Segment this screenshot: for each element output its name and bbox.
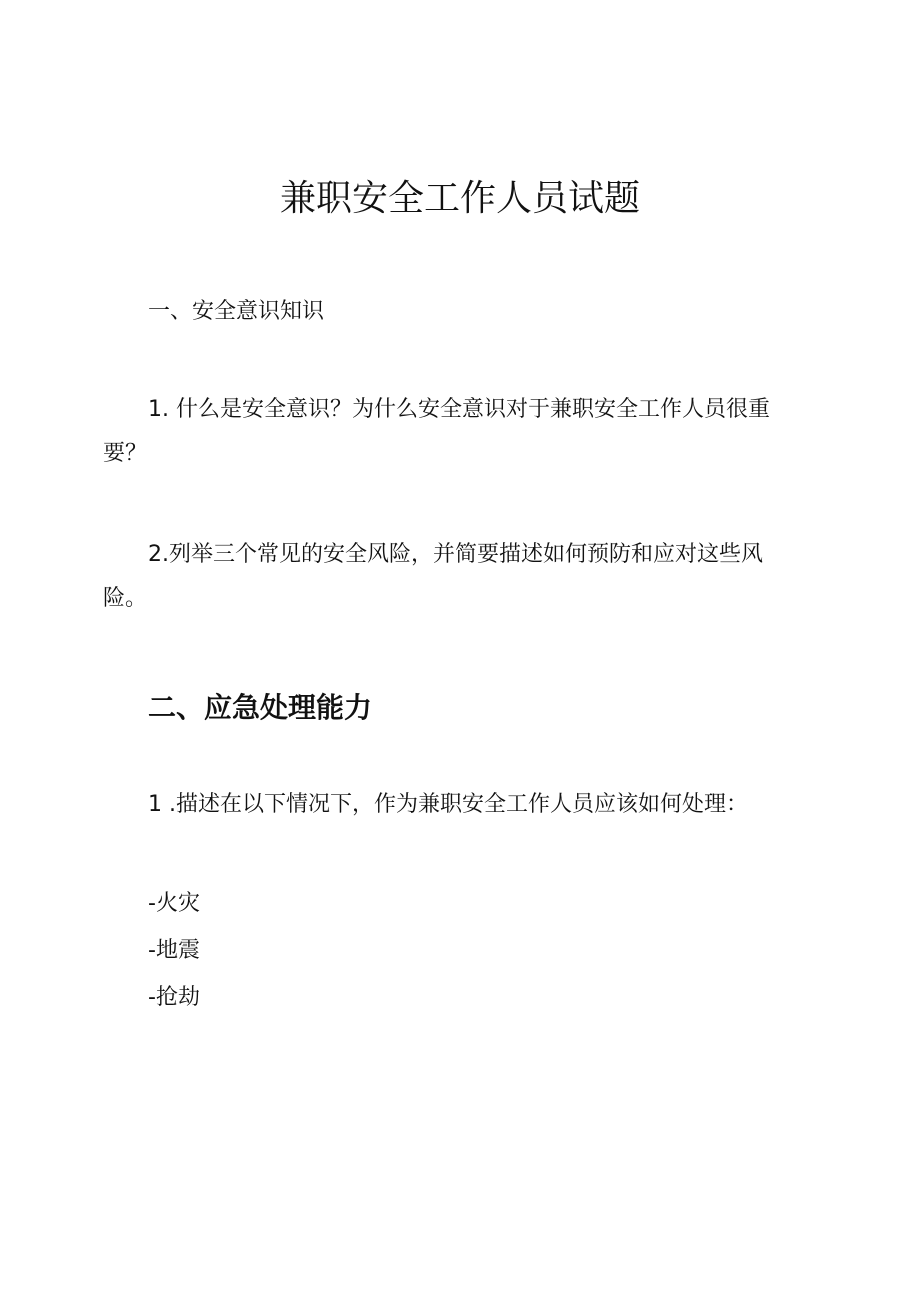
- emergency-list: [148, 880, 200, 1021]
- section-heading-safety-awareness: 一、安全意识知识: [148, 299, 325, 324]
- question-2: 2.列举三个常见的安全风险，并简要描述如何预防和应对这些风险。: [103, 542, 763, 611]
- list-item-earthquake: -地震: [148, 938, 200, 963]
- question-1: 1. 什么是安全意识？为什么安全意识对于兼职安全工作人员很重要？: [103, 397, 770, 466]
- list-item-fire: -火灾: [148, 891, 200, 916]
- question-emergency: 1 .描述在以下情况下，作为兼职安全工作人员应该如何处理：: [148, 792, 748, 817]
- document-title: 兼职安全工作人员试题: [279, 178, 640, 219]
- section-heading-emergency-handling: 二、应急处理能力: [148, 691, 373, 724]
- list-item-robbery: -抢劫: [148, 985, 200, 1010]
